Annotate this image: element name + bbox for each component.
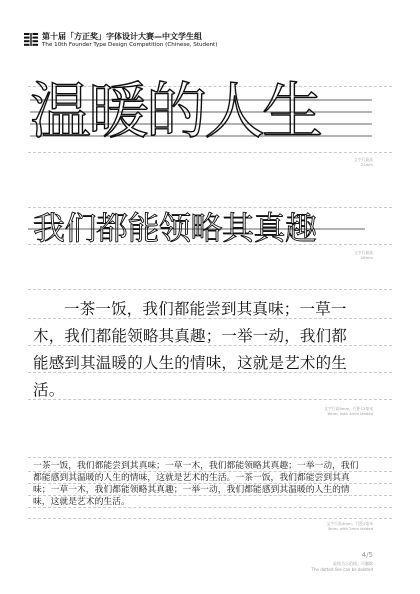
guide-line [28, 152, 392, 153]
guide-line [28, 207, 392, 208]
small-sample-note: 文字行高4mm，行距2毫米 4mm, with 2mm leaded [326, 521, 373, 531]
competition-title-en: The 10th Founder Type Design Competition (Chinese, Student) [42, 42, 218, 48]
sub-sample-text: 我们都能领略其真趣 [33, 209, 317, 247]
paragraph-sample-text: 一茶一饭，我们都能尝到其真味；一草一木，我们都能领略其真趣；一举一动，我们都能感到其温暖的人生的情味，这就是艺术的生活。 [33, 300, 348, 399]
sub-sample-note: 文字行最高 18mm [354, 250, 373, 260]
guide-line [28, 289, 392, 290]
large-sample-text: 温暖的人生 [30, 76, 321, 147]
competition-title: 第十届「方正奖」字体设计大赛—中文学生组 [42, 32, 202, 41]
small-paragraph-sample-text: 一茶一饭，我们都能尝到其真味；一草一木，我们都能领略其真趣；一举一动，我们都能感到其温暖的人生的情味，这就是艺术的生活。一茶一饭，我们都能尝到其真味；一草一木，我们都能领略其真趣；一举一动，我们都能感到其温暖的人生的情味，这就是艺术的生活。 [33, 461, 359, 507]
paragraph-sample-note: 文字行高8mm，行距12毫米 8mm, with 4mm leaded [324, 406, 373, 416]
founder-logo-icon [24, 33, 38, 46]
large-sample-note: 文字行最高 25mm [354, 157, 373, 167]
guide-line [28, 518, 392, 519]
guide-line [28, 457, 392, 458]
footer-note: 虚线为示范线，可删除 The dotted line can be deleted [311, 561, 373, 572]
page-number: 4/5 [361, 551, 373, 559]
